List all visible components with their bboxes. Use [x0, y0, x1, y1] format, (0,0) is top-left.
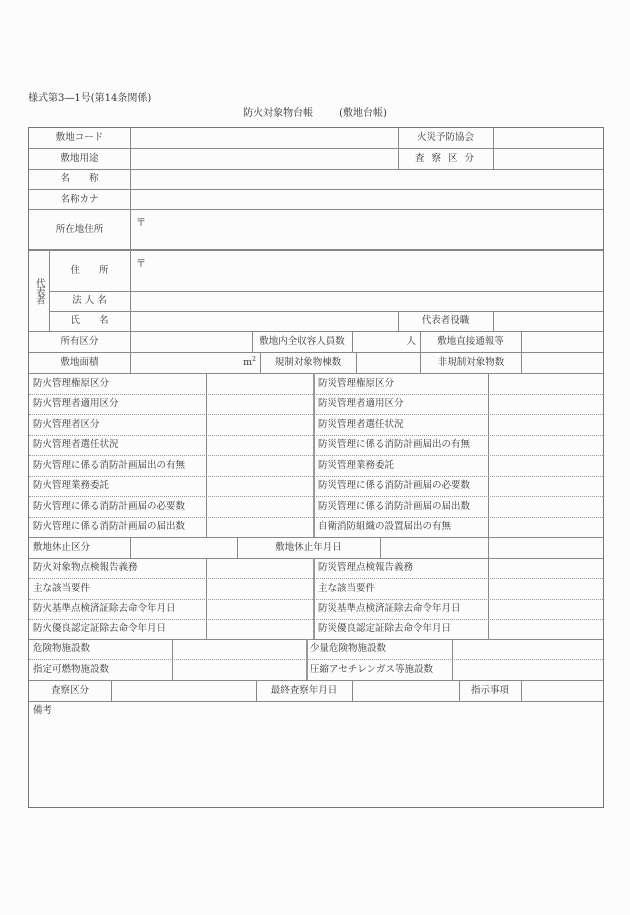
- management-row-left-field[interactable]: [206, 476, 313, 497]
- divider: [29, 537, 603, 538]
- management-row-left-label: 防火管理に係る消防計画届出の有無: [33, 459, 186, 471]
- divider: [459, 680, 460, 701]
- field-rep-address[interactable]: [130, 251, 603, 291]
- label-instructions: 指示事項: [470, 684, 509, 696]
- divider: [380, 537, 381, 558]
- title-main: 防火対象物台帳: [243, 108, 314, 119]
- management-row-right-label: 防災管理に係る消防計画届の必要数: [318, 480, 471, 491]
- label-last-survey-date: 最終査察年月日: [270, 684, 338, 696]
- inspection-row-left-label: 防火優良認定証除去命令年月日: [33, 623, 167, 635]
- divider: [49, 250, 50, 331]
- row-divider: [29, 414, 603, 415]
- divider: [29, 701, 603, 702]
- area-unit: $m^2$: [243, 356, 256, 369]
- divider: [29, 659, 603, 660]
- inspection-row-left-label: 防火対象物点検報告義務: [33, 562, 138, 574]
- page-title: [0, 104, 630, 119]
- management-row-right-label: 防災管理に係る消防計画届出の有無: [318, 439, 471, 450]
- management-row-left-field[interactable]: [206, 373, 313, 394]
- management-row-right-field[interactable]: [488, 414, 603, 435]
- label-site-code: 敷地コード: [55, 132, 104, 144]
- label-rep-corp-name: 法 人 名: [72, 295, 107, 307]
- divider: [29, 148, 603, 149]
- divider: [306, 639, 308, 680]
- management-row-left-label: 防火管理業務委託: [33, 480, 110, 491]
- label-site-use: 敷地用途: [60, 152, 99, 164]
- row-divider: [29, 599, 603, 600]
- management-row-right-label: 防災管理に係る消防計画届の届出数: [318, 500, 471, 512]
- management-row-left-field[interactable]: [206, 496, 313, 517]
- label-name-kana: 名称カナ: [60, 193, 99, 205]
- management-row-right-field[interactable]: [488, 476, 603, 497]
- label-survey-class: 査察区分: [50, 684, 89, 696]
- management-row-left-label: 防火管理に係る消防計画届の必要数: [33, 500, 186, 512]
- label-rep-address: 住 所: [70, 265, 109, 277]
- ledger-form: [28, 127, 604, 808]
- row-divider: [29, 619, 603, 620]
- row-divider: [29, 496, 603, 497]
- divider: [49, 311, 603, 312]
- field-suspension-class[interactable]: [130, 537, 237, 558]
- field-name[interactable]: [130, 169, 603, 189]
- field-site-use[interactable]: [130, 148, 398, 169]
- representative-group-text: 代表者: [33, 278, 45, 304]
- inspection-row-left-field[interactable]: [206, 619, 313, 639]
- divider: [130, 537, 131, 558]
- divider: [256, 680, 257, 701]
- row-divider: [29, 517, 603, 518]
- inspection-row-left-label: 防火基準点検済証除去命令年月日: [33, 602, 176, 614]
- management-row-left-field[interactable]: [206, 517, 313, 538]
- field-survey-class[interactable]: [111, 680, 256, 701]
- management-row-left-label: 防火管理者選任状況: [33, 439, 119, 450]
- management-row-right-field[interactable]: [488, 455, 603, 476]
- field-name-kana[interactable]: [130, 189, 603, 210]
- field-direct-report[interactable]: [521, 331, 603, 352]
- field-nonregulated-count[interactable]: [521, 352, 603, 373]
- divider: [29, 639, 603, 640]
- divider: [398, 311, 399, 331]
- management-row-right-field[interactable]: [488, 373, 603, 394]
- management-row-right-label: 防災管理権原区分: [318, 377, 395, 389]
- divider: [111, 680, 112, 701]
- label-address: 所在地住所: [55, 224, 104, 236]
- field-ownership[interactable]: [130, 331, 252, 352]
- label-rep-title: 代表者役職: [421, 315, 470, 327]
- inspection-row-left-field[interactable]: [206, 558, 313, 578]
- field-suspension-extra[interactable]: [464, 537, 603, 558]
- management-row-right-label: 防災管理業務委託: [318, 459, 395, 471]
- field-rep-person-name[interactable]: [130, 311, 398, 331]
- inspection-row-left-field[interactable]: [206, 578, 313, 598]
- field-regulated-count[interactable]: [356, 352, 421, 373]
- divider: [352, 331, 353, 352]
- divider: [29, 189, 603, 190]
- field-site-code[interactable]: [130, 128, 398, 148]
- label-suspension-date: 敷地休止年月日: [275, 541, 342, 553]
- label-acetylene: 圧縮アセチレンガス等施設数: [310, 663, 433, 675]
- management-row-left-label: 防火管理に係る消防計画届の届出数: [33, 521, 186, 532]
- label-area: 敷地面積: [60, 356, 99, 368]
- divider: [29, 331, 603, 332]
- field-area[interactable]: [130, 352, 260, 373]
- management-row-left-field[interactable]: [206, 435, 313, 456]
- label-remarks: 備考: [33, 705, 53, 716]
- label-representative-group: [29, 251, 49, 331]
- label-capacity: 敷地内全収容人員数: [259, 335, 345, 347]
- management-row-right-label: 自衛消防組織の設置届出の有無: [318, 521, 452, 532]
- field-rep-corp-name[interactable]: [130, 291, 603, 311]
- label-suspension-class: 敷地休止区分: [33, 541, 91, 553]
- management-row-left-field[interactable]: [206, 414, 313, 435]
- inspection-row-right-field[interactable]: [488, 578, 603, 598]
- divider: [352, 680, 353, 701]
- field-rep-title[interactable]: [493, 311, 603, 331]
- inspection-row-right-label: 防災管理点検報告義務: [318, 562, 414, 574]
- inspection-row-left-field[interactable]: [206, 599, 313, 619]
- inspection-row-right-label: 防災基準点検済証除去命令年月日: [318, 602, 461, 614]
- form-id: 様式第3―1号(第14条関係): [28, 93, 152, 104]
- postal-mark-icon: 〒: [136, 218, 146, 229]
- divider: [237, 537, 238, 558]
- divider: [172, 639, 173, 680]
- divider: [29, 352, 603, 353]
- label-small-hazardous: 少量危険物施設数: [310, 643, 387, 655]
- management-row-left-field[interactable]: [206, 394, 313, 415]
- divider: [521, 331, 522, 373]
- label-name: 名 称: [60, 173, 99, 185]
- label-fire-association: 火災予防協会: [416, 132, 474, 144]
- field-suspension-date[interactable]: [380, 537, 464, 558]
- field-acetylene[interactable]: [452, 659, 603, 680]
- field-capacity[interactable]: [352, 331, 420, 352]
- field-small-hazardous[interactable]: [452, 639, 603, 659]
- management-row-left-label: 防火管理者区分: [33, 418, 100, 430]
- row-divider: [29, 435, 603, 436]
- capacity-unit: 人: [406, 335, 416, 347]
- label-direct-report: 敷地直接通報等: [437, 335, 504, 347]
- divider: [493, 128, 494, 169]
- label-hazardous: 危険物施設数: [33, 643, 91, 655]
- divider: [252, 331, 253, 352]
- row-divider: [29, 394, 603, 395]
- management-row-right-label: 防災管理者適用区分: [318, 398, 404, 409]
- divider: [398, 128, 399, 169]
- label-ownership: 所有区分: [60, 335, 99, 347]
- inspection-row-left-label: 主な該当要件: [33, 582, 91, 594]
- management-row-left-field[interactable]: [206, 455, 313, 476]
- divider: [260, 352, 261, 373]
- label-rep-person-name: 氏 名: [70, 315, 109, 327]
- field-designated-combustible[interactable]: [172, 659, 306, 680]
- row-divider: [29, 578, 603, 579]
- field-last-survey-date[interactable]: [352, 680, 459, 701]
- management-row-right-field[interactable]: [488, 517, 603, 538]
- inspection-row-right-field[interactable]: [488, 558, 603, 578]
- inspection-row-right-field[interactable]: [488, 619, 603, 639]
- label-designated-combustible: 指定可燃物施設数: [33, 663, 110, 675]
- inspection-row-right-label: 主な該当要件: [318, 582, 376, 594]
- field-inspection-class[interactable]: [493, 148, 603, 169]
- row-divider: [29, 476, 603, 477]
- label-nonregulated-count: 非規制対象物数: [437, 356, 505, 368]
- inspection-row-right-field[interactable]: [488, 599, 603, 619]
- field-fire-association[interactable]: [493, 128, 603, 148]
- divider: [29, 169, 603, 170]
- divider: [420, 331, 421, 373]
- inspection-row-right-label: 防災優良認定証除去命令年月日: [318, 623, 452, 635]
- title-sub: (敷地台帳): [339, 108, 387, 119]
- management-row-right-label: 防災管理者選任状況: [318, 418, 404, 430]
- label-inspection-class: 査 察 区 分: [414, 152, 477, 164]
- divider: [493, 311, 494, 331]
- divider: [452, 639, 453, 680]
- divider: [130, 128, 131, 373]
- divider: [356, 352, 357, 373]
- divider: [521, 680, 522, 701]
- divider: [29, 680, 603, 681]
- field-hazardous[interactable]: [172, 639, 306, 659]
- divider: [29, 249, 603, 251]
- management-row-right-field[interactable]: [488, 394, 603, 415]
- divider: [49, 291, 603, 292]
- field-address[interactable]: [130, 210, 603, 250]
- management-row-right-field[interactable]: [488, 435, 603, 456]
- divider: [29, 209, 603, 210]
- row-divider: [29, 455, 603, 456]
- management-row-left-label: 防火管理者適用区分: [33, 398, 119, 409]
- management-row-left-label: 防火管理権原区分: [33, 377, 110, 389]
- rep-postal-mark-icon: 〒: [136, 259, 146, 270]
- management-row-right-field[interactable]: [488, 496, 603, 517]
- field-instructions[interactable]: [521, 680, 603, 701]
- label-regulated-count: 規制対象物棟数: [274, 356, 342, 368]
- remarks-area[interactable]: [29, 702, 603, 808]
